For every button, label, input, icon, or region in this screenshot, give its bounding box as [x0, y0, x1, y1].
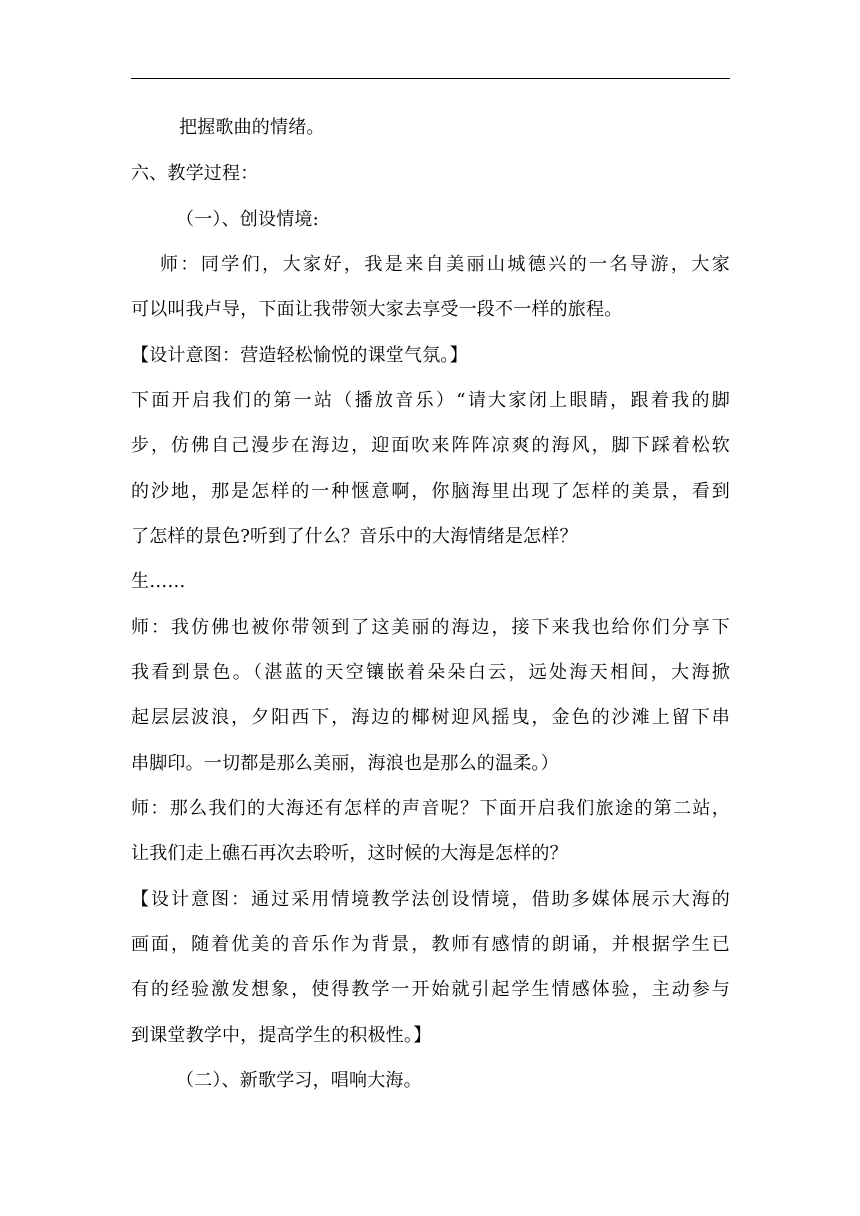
text-line-8: 步，仿佛自己漫步在海边，迎面吹来阵阵凉爽的海风，脚下踩着松软	[131, 435, 730, 456]
text-line-9: 的沙地，那是怎样的一种惬意啊，你脑海里出现了怎样的美景，看到	[131, 481, 730, 502]
design-intent-1: 【设计意图：营造轻松愉悦的课堂气氛。】	[131, 345, 468, 366]
subsection-heading: （一）、创设情境:	[176, 209, 319, 230]
design-intent-2-line-1: 【设计意图：通过采用情境教学法创设情境，借助多媒体展示大海的	[131, 889, 730, 910]
text-line-15: 串脚印。一切都是那么美丽，海浪也是那么的温柔。）	[131, 753, 559, 774]
text-line-16: 师：那么我们的大海还有怎样的声音呢？下面开启我们旅途的第二站，	[131, 798, 730, 819]
header-rule	[131, 78, 730, 79]
subsection-heading-2: （二）、新歌学习，唱响大海。	[176, 1070, 422, 1091]
design-intent-2-line-2: 画面，随着优美的音乐作为背景，教师有感情的朗诵，并根据学生已	[131, 934, 730, 955]
text-line-10: 了怎样的景色?听到了什么？音乐中的大海情绪是怎样？	[131, 526, 578, 547]
design-intent-2-line-3: 有的经验激发想象，使得教学一开始就引起学生情感体验，主动参与	[131, 979, 730, 1000]
text-line-5: 可以叫我卢导，下面让我带领大家去享受一段不一样的旅程。	[131, 299, 623, 320]
text-line-17: 让我们走上礁石再次去聆听，这时候的大海是怎样的？	[131, 843, 568, 864]
text-line-13: 我看到景色。（湛蓝的天空镶嵌着朵朵白云，远处海天相间，大海掀	[131, 662, 730, 683]
text-line-1: 把握歌曲的情绪。	[179, 117, 325, 138]
text-line-14: 起层层波浪，夕阳西下，海边的椰树迎风摇曳，金色的沙滩上留下串	[131, 707, 730, 728]
text-line-11: 生……	[131, 571, 186, 592]
text-line-7: 下面开启我们的第一站（播放音乐）“请大家闭上眼睛，跟着我的脚	[131, 390, 730, 411]
text-line-12: 师：我仿佛也被你带领到了这美丽的海边，接下来我也给你们分享下	[131, 617, 730, 638]
text-line-4: 师：同学们，大家好，我是来自美丽山城德兴的一名导游，大家	[160, 254, 730, 275]
section-heading: 六、教学过程：	[131, 163, 259, 184]
design-intent-2-line-4: 到课堂教学中，提高学生的积极性。】	[131, 1025, 432, 1046]
